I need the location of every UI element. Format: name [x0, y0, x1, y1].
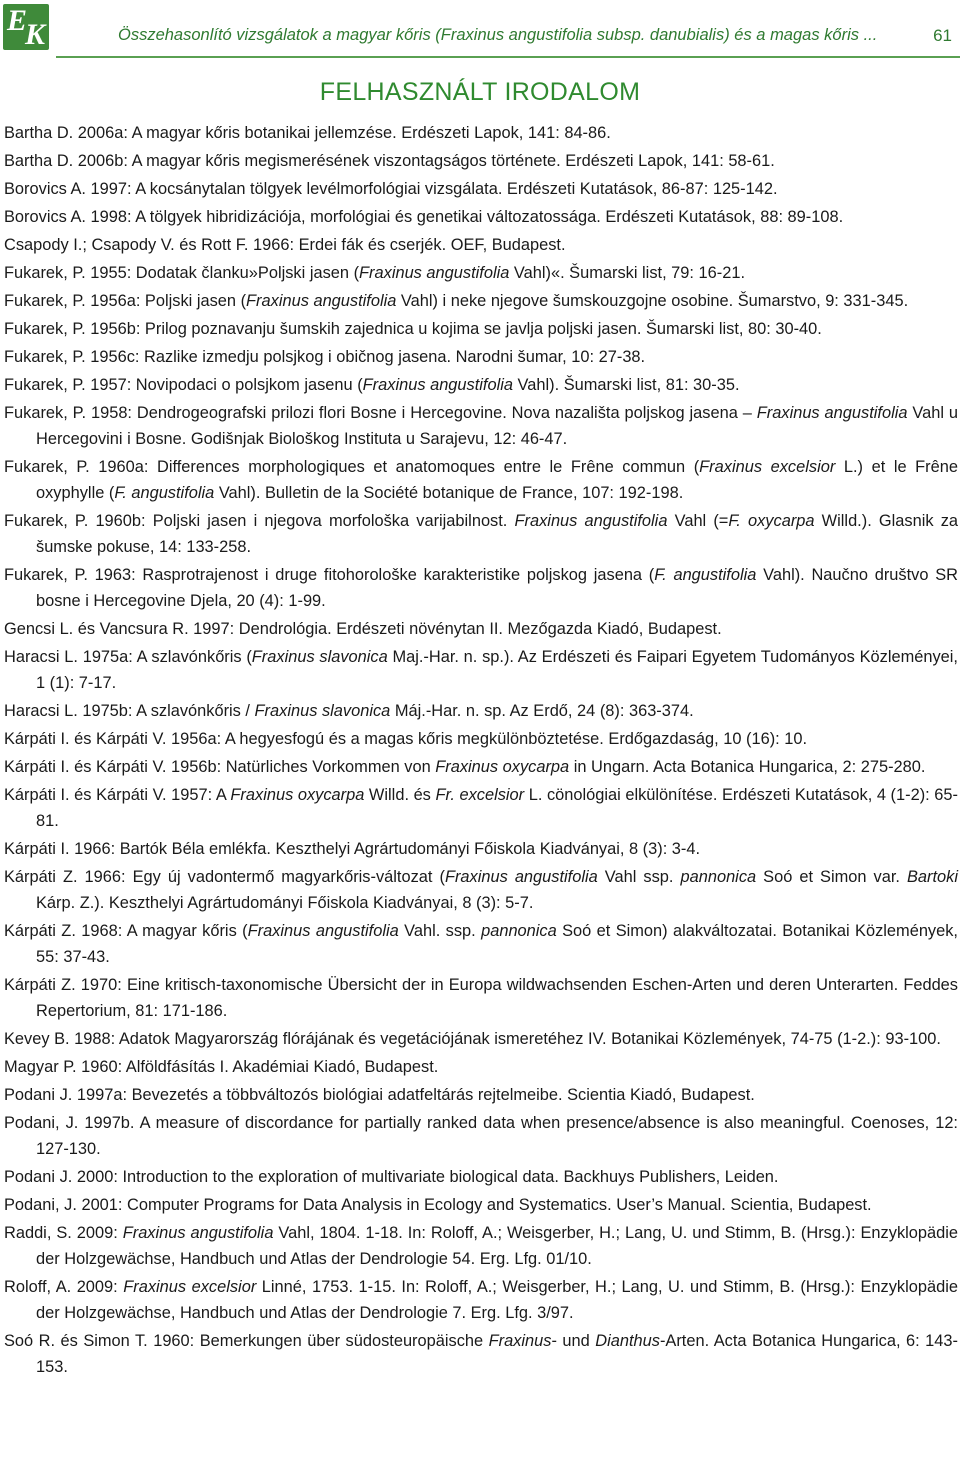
reference-entry — [4, 1110, 958, 1162]
reference-text: L. cönológiai elkülönítése. Erdészeti Kutatások, 4 (1-2): 65-81. — [36, 786, 958, 830]
reference-entry — [4, 400, 958, 452]
reference-italic-text: Fraxinus excelsior — [699, 458, 836, 476]
section-title: FELHASZNÁLT IRODALOM — [319, 78, 641, 106]
reference-text: in Ungarn. Acta Botanica Hungarica, 2: 275-280. — [569, 758, 926, 776]
reference-entry — [4, 232, 958, 258]
reference-entry — [4, 508, 958, 560]
reference-entry — [4, 616, 958, 642]
reference-text: Vahl). Šumarski list, 81: 30-35. — [513, 376, 740, 394]
reference-italic-text: Fraxinus angustifolia — [122, 1224, 274, 1242]
logo-letter-k: K — [25, 18, 46, 50]
reference-entry — [4, 644, 958, 696]
reference-text: Csapody I.; Csapody V. és Rott F. 1966: Erdei fák és cserjék. OEF, Budapest. — [4, 236, 566, 254]
reference-entry — [4, 918, 958, 970]
reference-entry — [4, 726, 958, 752]
reference-text: Soó et Simon) alakváltozatai. Botanikai Közlemények, 55: 37-43. — [36, 922, 958, 966]
reference-text: Linné, 1753. 1-15. In: Roloff, A.; Weisgerber, H.; Lang, U. und Stimm, B. (Hrsg.): Enzyklopädie der Holzgewächse, Handbuch und Atlas der Dendrologie 7. Erg. Lfg. 3/97. — [36, 1278, 958, 1322]
reference-entry — [4, 836, 958, 862]
reference-entry — [4, 1328, 958, 1380]
reference-entry — [4, 1164, 958, 1190]
reference-italic-text: pannonica — [481, 922, 557, 940]
reference-entry — [4, 1026, 958, 1052]
reference-text: Vahl (= — [667, 512, 729, 530]
reference-entry — [4, 176, 958, 202]
reference-text: Podani J. 2000: Introduction to the exploration of multivariate biological data. Backhuys Publishers, Leiden. — [4, 1168, 779, 1186]
reference-italic-text: Fraxinus — [488, 1332, 552, 1350]
reference-entry — [4, 454, 958, 506]
reference-entry — [4, 204, 958, 230]
logo-letter-e: E — [7, 4, 28, 37]
reference-text: Borovics A. 1997: A kocsánytalan tölgyek levélmorfológiai vizsgálata. Erdészeti Kutatások, 86-87: 125-142. — [4, 180, 778, 198]
reference-text: Kárpáti I. és Kárpáti V. 1956b: Natürliches Vorkommen von — [4, 758, 436, 776]
reference-text: Vahl. ssp. — [398, 922, 482, 940]
reference-text: Magyar P. 1960: Alföldfásítás I. Akadémiai Kiadó, Budapest. — [4, 1058, 439, 1076]
reference-text: Vahl). Naučno društvo SR bosne i Hercegovine Djela, 20 (4): 1-99. — [36, 566, 958, 610]
reference-text: Kárpáti I. és Kárpáti V. 1957: A — [4, 786, 231, 804]
reference-text: Maj.-Har. n. sp.). Az Erdészeti és Faipari Egyetem Tudományos Közleményei, 1 (1): 7-17. — [36, 648, 958, 692]
reference-text: Kárpáti Z. 1968: A magyar kőris ( — [4, 922, 248, 940]
reference-text: Fukarek, P. 1956b: Prilog poznavanju šumskih zajednica u kojima se javlja poljski jasen. Šumarski list, 80: 30-40. — [4, 320, 822, 338]
reference-italic-text: F. angustifolia — [114, 484, 215, 502]
reference-text: Raddi, S. 2009: — [4, 1224, 123, 1242]
reference-text: Vahl) i neke njegove šumskouzgojne osobine. Šumarstvo, 9: 331-345. — [396, 292, 909, 310]
reference-text: Fukarek, P. 1963: Rasprotrajenost i druge fitohorološke karakteristike poljskog jasena ( — [4, 566, 655, 584]
reference-entry — [4, 260, 958, 286]
reference-entry — [4, 972, 958, 1024]
reference-text: Kárpáti Z. 1966: Egy új vadontermő magyarkőris-változat ( — [4, 868, 445, 886]
reference-italic-text: Fraxinus angustifolia — [359, 264, 510, 282]
reference-entry — [4, 782, 958, 834]
reference-italic-text: Dianthus — [595, 1332, 660, 1350]
reference-italic-text: Fraxinus angustifolia — [444, 868, 598, 886]
reference-italic-text: Fraxinus oxycarpa — [435, 758, 570, 776]
reference-entry — [4, 754, 958, 780]
reference-entry — [4, 148, 958, 174]
reference-text: Vahl)«. Šumarski list, 79: 16-21. — [509, 264, 745, 282]
reference-entry — [4, 372, 958, 398]
reference-text: Kárpáti I. 1966: Bartók Béla emlékfa. Keszthelyi Agrártudományi Főiskola Kiadványai, 8 (3): 3-4. — [4, 840, 701, 858]
reference-entry — [4, 698, 958, 724]
reference-text: Vahl). Bulletin de la Société botanique de France, 107: 192-198. — [214, 484, 684, 502]
reference-italic-text: Fraxinus slavonica — [251, 648, 388, 666]
reference-italic-text: Fraxinus excelsior — [123, 1278, 257, 1296]
reference-text: Vahl u Hercegovini i Bosne. Godišnjak Biološkog Instituta u Sarajevu, 12: 46-47. — [36, 404, 959, 448]
reference-text: Soó R. és Simon T. 1960: Bemerkungen über südosteuropäische — [4, 1332, 489, 1350]
reference-italic-text: Fraxinus oxycarpa — [230, 786, 365, 804]
reference-entry — [4, 1054, 958, 1080]
reference-text: Gencsi L. és Vancsura R. 1997: Dendrológia. Erdészeti növénytan II. Mezőgazda Kiadó, Budapest. — [4, 620, 722, 638]
reference-text: Fukarek, P. 1956a: Poljski jasen ( — [4, 292, 247, 310]
reference-text: - und — [551, 1332, 596, 1350]
reference-italic-text: F. angustifolia — [654, 566, 757, 584]
reference-text: Willd. és — [364, 786, 436, 804]
reference-text: -Arten. Acta Botanica Hungarica, 6: 143-153. — [36, 1332, 958, 1376]
reference-italic-text: Bartoki — [907, 868, 959, 886]
reference-text: Fukarek, P. 1957: Novipodaci o polsjkom jasenu ( — [4, 376, 363, 394]
reference-text: Vahl, 1804. 1-18. In: Roloff, A.; Weisgerber, H.; Lang, U. und Stimm, B. (Hrsg.): Enzyklopädie der Holzgewächse, Handbuch und Atlas der Dendrologie 54. Erg. Lfg. 01/10. — [36, 1224, 958, 1268]
reference-italic-text: Fraxinus angustifolia — [246, 292, 397, 310]
reference-entry — [4, 316, 958, 342]
reference-text: Fukarek, P. 1960b: Poljski jasen i njegova morfološka varijabilnost. — [4, 512, 515, 530]
journal-logo — [3, 4, 49, 50]
reference-italic-text: Fraxinus angustifolia — [756, 404, 908, 422]
reference-italic-text: F. oxycarpa — [728, 512, 815, 530]
reference-text: Vahl ssp. — [597, 868, 681, 886]
reference-entry — [4, 120, 958, 146]
reference-text: Kárp. Z.). Keszthelyi Agrártudományi Főiskola Kiadványai, 8 (3): 5-7. — [36, 894, 534, 912]
reference-text: Haracsi L. 1975a: A szlavónkőris ( — [4, 648, 252, 666]
reference-entry — [4, 1274, 958, 1326]
reference-text: Kevey B. 1988: Adatok Magyarország flórájának és vegetációjának ismeretéhez IV. Botanikai Közlemények, 74-75 (1-2.): 93-100. — [4, 1030, 941, 1048]
reference-text: Haracsi L. 1975b: A szlavónkőris / — [4, 702, 255, 720]
reference-text: Fukarek, P. 1955: Dodatak članku»Poljski jasen ( — [4, 264, 360, 282]
reference-text: Fukarek, P. 1958: Dendrogeografski prilozi flori Bosne i Hercegovine. Nova nazališta poljskog jasena – — [4, 404, 757, 422]
reference-text: Roloff, A. 2009: — [4, 1278, 124, 1296]
reference-text: Bartha D. 2006b: A magyar kőris megismerésének viszontagságos története. Erdészeti Lapok, 141: 58-61. — [4, 152, 775, 170]
reference-italic-text: Fraxinus angustifolia — [362, 376, 513, 394]
reference-text: Fukarek, P. 1956c: Razlike izmedju polsjkog i običnog jasena. Narodni šumar, 10: 27-38. — [4, 348, 646, 366]
running-header-title: Összehasonlító vizsgálatok a magyar kőris (Fraxinus angustifolia subsp. danubialis) és a magas kőris ... — [118, 26, 878, 44]
reference-italic-text: pannonica — [680, 868, 757, 886]
reference-text: Podani, J. 1997b. A measure of discordance for partially ranked data when presence/absence is also meaningful. Coenoses, 12: 127-130. — [4, 1114, 958, 1158]
reference-entry — [4, 1220, 958, 1272]
reference-text: Soó et Simon var. — [756, 868, 907, 886]
reference-text: Bartha D. 2006a: A magyar kőris botanikai jellemzése. Erdészeti Lapok, 141: 84-86. — [4, 124, 611, 142]
reference-list — [4, 120, 958, 1382]
page-number: 61 — [933, 26, 952, 45]
reference-entry — [4, 1192, 958, 1218]
reference-text: Borovics A. 1998: A tölgyek hibridizációja, morfológiai és genetikai változatossága. Erdészeti Kutatások, 88: 89-108. — [4, 208, 844, 226]
reference-italic-text: Fr. excelsior — [435, 786, 525, 804]
reference-italic-text: Fraxinus angustifolia — [247, 922, 399, 940]
reference-text: Máj.-Har. n. sp. Az Erdő, 24 (8): 363-374. — [390, 702, 694, 720]
reference-text: Podani, J. 2001: Computer Programs for Data Analysis in Ecology and Systematics. User’s Manual. Scientia, Budapest. — [4, 1196, 872, 1214]
reference-text: Fukarek, P. 1960a: Differences morphologiques et anatomoques entre le Frêne commun ( — [4, 458, 700, 476]
reference-text: L.) et le Frêne oxyphylle ( — [36, 458, 958, 502]
reference-italic-text: Fraxinus angustifolia — [514, 512, 668, 530]
reference-text: Kárpáti Z. 1970: Eine kritisch-taxonomische Übersicht der in Europa wildwachsenden Eschen-Arten und deren Unterarten. Feddes Repertorium, 81: 171-186. — [4, 976, 958, 1020]
reference-entry — [4, 562, 958, 614]
reference-entry — [4, 1082, 958, 1108]
reference-italic-text: Fraxinus slavonica — [254, 702, 391, 720]
reference-text: Willd.). Glasnik za šumske pokuse, 14: 133-258. — [36, 512, 959, 556]
reference-entry — [4, 344, 958, 370]
reference-entry — [4, 864, 958, 916]
reference-text: Podani J. 1997a: Bevezetés a többváltozós biológiai adatfeltárás rejtelmeibe. Scientia Kiadó, Budapest. — [4, 1086, 755, 1104]
reference-text: Kárpáti I. és Kárpáti V. 1956a: A hegyesfogú és a magas kőris megkülönböztetése. Erdőgazdaság, 10 (16): 10. — [4, 730, 808, 748]
header-divider — [56, 56, 960, 58]
reference-entry — [4, 288, 958, 314]
